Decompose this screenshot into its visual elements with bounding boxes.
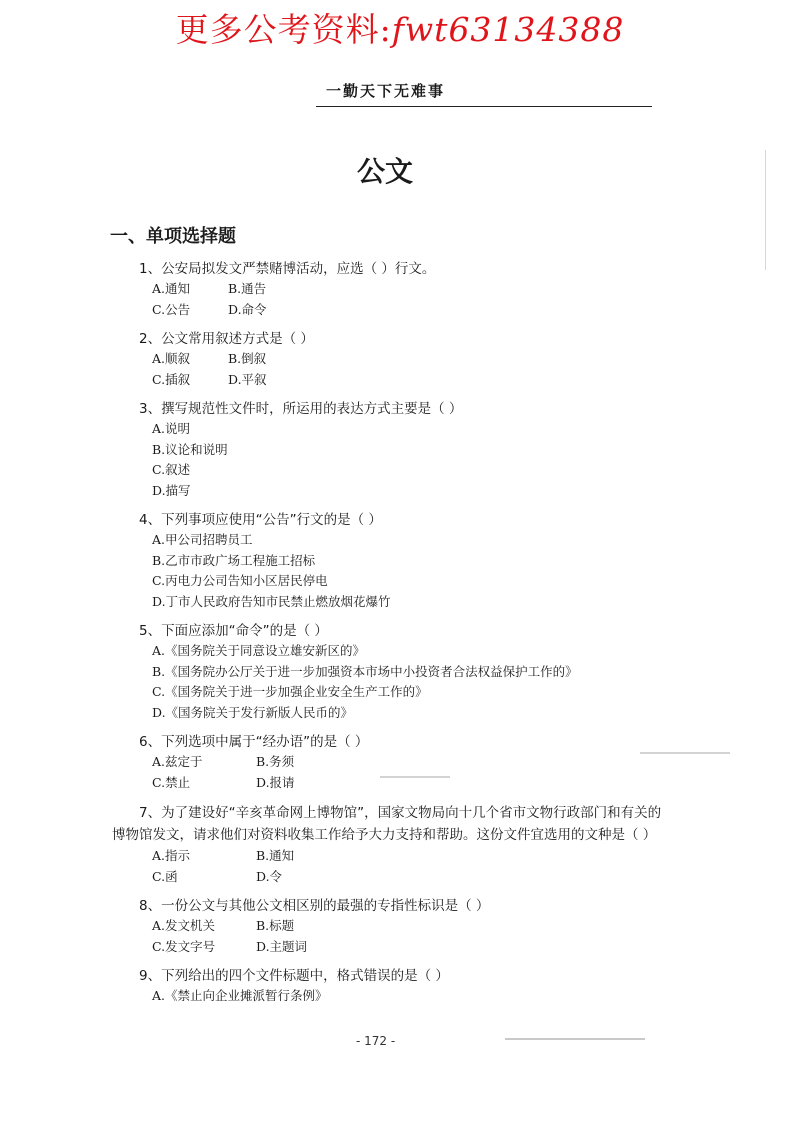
question-stem: 8、一份公文与其他公文相区别的最强的专指性标识是（ ） [139, 898, 490, 914]
header-rule [316, 106, 652, 107]
option-b: B.议论和说明 [152, 441, 228, 457]
option-a: A.发文机关 [152, 918, 216, 933]
question-7 [112, 802, 672, 887]
option-d: D.令 [256, 868, 283, 884]
option-c: C.发文字号 [152, 938, 216, 954]
question-stem: 4、下列事项应使用“公告”行文的是（ ） [139, 512, 382, 528]
watermark-prefix: 更多公考资料: [175, 10, 392, 49]
option-d: D.《国务院关于发行新版人民币的》 [152, 704, 354, 720]
option-c: C.插叙 [152, 371, 191, 387]
option-b: B.通知 [256, 848, 295, 863]
question-stem: 6、下列选项中属于“经办语”的是（ ） [139, 734, 369, 750]
option-d: D.命令 [228, 301, 267, 317]
option-a: A.说明 [152, 421, 191, 436]
option-a: A.指示 [152, 848, 191, 863]
scan-smudge [380, 776, 450, 778]
header-motto: 一勤天下无难事 [326, 82, 446, 100]
option-b: B.《国务院办公厅关于进一步加强资本市场中小投资者合法权益保护工作的》 [152, 663, 578, 679]
question-5 [112, 621, 672, 723]
option-c: C.叙述 [152, 462, 191, 477]
question-stem: 5、下面应添加“命令”的是（ ） [139, 623, 328, 639]
option-a: A.《国务院关于同意设立雄安新区的》 [152, 643, 366, 658]
document-title: 公文 [356, 155, 413, 188]
question-stem: 2、公文常用叙述方式是（ ） [139, 331, 314, 347]
page-number: - 172 - [356, 1034, 396, 1048]
option-a: A.甲公司招聘员工 [152, 532, 253, 547]
option-c: C.《国务院关于进一步加强企业安全生产工作的》 [152, 684, 428, 699]
question-4 [112, 510, 672, 612]
scan-smudge [640, 752, 730, 754]
option-b: B.倒叙 [228, 351, 267, 366]
question-stem: 7、为了建设好“辛亥革命网上博物馆”，国家文物局向十几个省市文物行政部门和有关的博物馆发文，请求他们对资料收集工作给予大力支持和帮助。这份文件宜选用的文种是（ ） [112, 805, 662, 843]
question-stem: 9、下列给出的四个文件标题中，格式错误的是（ ） [139, 968, 449, 984]
question-3 [112, 399, 672, 501]
section-title: 一、单项选择题 [110, 226, 236, 247]
option-a: A.顺叙 [152, 351, 191, 366]
question-stem: 1、公安局拟发文严禁赌博活动，应选（ ）行文。 [139, 261, 436, 277]
option-d: D.报请 [256, 774, 295, 790]
option-b: B.通告 [228, 281, 267, 296]
option-d: D.描写 [152, 482, 191, 498]
question-6 [112, 732, 672, 793]
option-a: A.《禁止向企业摊派暂行条例》 [152, 988, 328, 1003]
option-b: B.务须 [256, 754, 295, 769]
option-c: C.禁止 [152, 774, 191, 790]
option-d: D.平叙 [228, 371, 267, 387]
question-stem: 3、撰写规范性文件时，所运用的表达方式主要是（ ） [139, 401, 463, 417]
option-b: B.标题 [256, 918, 295, 933]
option-d: D.丁市人民政府告知市民禁止燃放烟花爆竹 [152, 593, 391, 609]
option-c: C.丙电力公司告知小区居民停电 [152, 573, 328, 588]
scan-smudge [505, 1038, 645, 1040]
question-list [112, 259, 672, 1016]
question-9 [112, 966, 672, 1007]
watermark-code: fwt63134388 [391, 10, 625, 49]
option-a: A.通知 [152, 281, 191, 296]
option-c: C.函 [152, 868, 178, 884]
option-c: C.公告 [152, 301, 191, 317]
option-b: B.乙市市政广场工程施工招标 [152, 552, 316, 568]
option-d: D.主题词 [256, 938, 308, 954]
option-a: A.兹定于 [152, 754, 203, 769]
question-8 [112, 896, 672, 957]
watermark-banner [0, 4, 800, 51]
question-1 [112, 259, 672, 320]
question-2 [112, 329, 672, 390]
